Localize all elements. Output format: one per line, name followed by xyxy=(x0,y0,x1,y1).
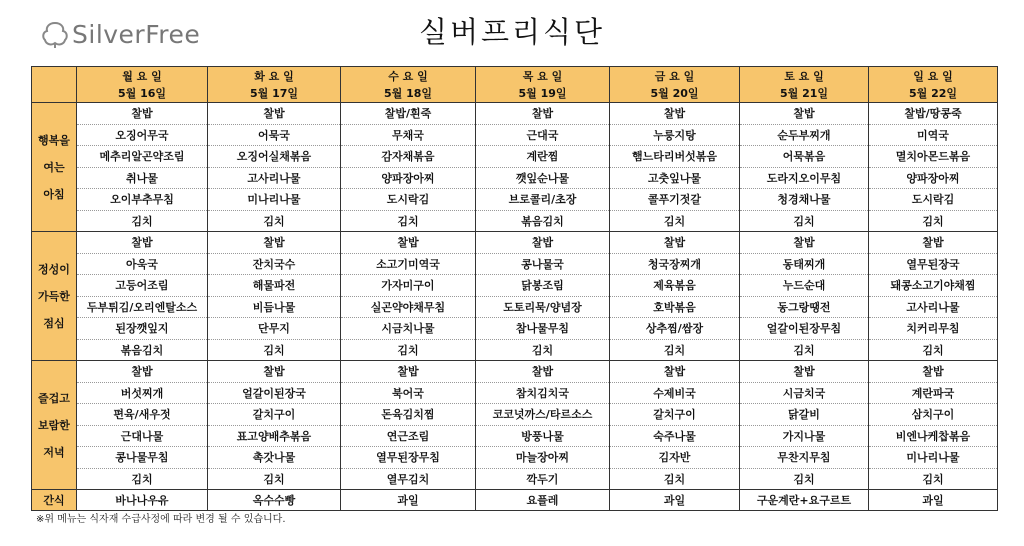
menu-item: 호박볶음 xyxy=(610,296,740,318)
menu-item: 방풍나물 xyxy=(476,425,610,447)
menu-item: 양파장아찌 xyxy=(341,167,476,189)
table-row xyxy=(32,253,998,275)
menu-item: 근대국 xyxy=(476,124,610,146)
menu-item: 찰밥 xyxy=(77,103,208,125)
menu-item: 무채국 xyxy=(341,124,476,146)
menu-item: 찰밥 xyxy=(208,232,341,254)
date-header: 5월 19일 xyxy=(476,84,610,103)
date-header: 5월 22일 xyxy=(869,84,998,103)
menu-item: 콜푸기젓갈 xyxy=(610,189,740,211)
menu-item: 미나리나물 xyxy=(869,447,998,469)
menu-item: 참치김치국 xyxy=(476,382,610,404)
menu-item: 김치 xyxy=(77,468,208,490)
menu-item: 김치 xyxy=(610,468,740,490)
meal-label-line: 여는 xyxy=(43,160,65,174)
day-header: 일 요 일 xyxy=(869,67,998,85)
menu-item: 도시락김 xyxy=(341,189,476,211)
menu-item: 찰밥 xyxy=(610,103,740,125)
menu-item: 김치 xyxy=(740,339,869,361)
snack-item: 바나나우유 xyxy=(77,490,208,511)
day-header: 수 요 일 xyxy=(341,67,476,85)
menu-item: 고춧잎나물 xyxy=(610,167,740,189)
menu-item: 수제비국 xyxy=(610,382,740,404)
menu-item: 북어국 xyxy=(341,382,476,404)
table-row xyxy=(32,167,998,189)
menu-item: 볶음김치 xyxy=(476,210,610,232)
menu-item: 근대나물 xyxy=(77,425,208,447)
menu-item: 열무된장국 xyxy=(869,253,998,275)
table-row xyxy=(32,318,998,340)
menu-item: 김치 xyxy=(208,468,341,490)
menu-item: 아욱국 xyxy=(77,253,208,275)
date-header: 5월 18일 xyxy=(341,84,476,103)
menu-item: 마늘장아찌 xyxy=(476,447,610,469)
menu-item: 찰밥 xyxy=(208,361,341,383)
table-row xyxy=(32,232,998,254)
table-row xyxy=(32,468,998,490)
menu-item: 동태찌개 xyxy=(740,253,869,275)
menu-item: 찰밥 xyxy=(77,361,208,383)
menu-item: 찰밥 xyxy=(77,232,208,254)
menu-item: 오이부추무침 xyxy=(77,189,208,211)
menu-item: 미나리나물 xyxy=(208,189,341,211)
menu-item: 찰밥 xyxy=(869,232,998,254)
snack-item: 과일 xyxy=(610,490,740,511)
snack-item: 과일 xyxy=(869,490,998,511)
menu-item: 편육/새우젓 xyxy=(77,404,208,426)
menu-item: 계란파국 xyxy=(869,382,998,404)
page-title: 실버프리식단 xyxy=(418,15,606,49)
menu-item: 김치 xyxy=(869,210,998,232)
menu-item: 누룽지탕 xyxy=(610,124,740,146)
menu-item: 촉갓나물 xyxy=(208,447,341,469)
table-row xyxy=(32,189,998,211)
menu-item: 깻잎순나물 xyxy=(476,167,610,189)
meal-label-line: 가득한 xyxy=(38,289,70,303)
meal-label-line: 저녁 xyxy=(43,445,65,459)
menu-item: 김치 xyxy=(77,210,208,232)
meal-label-line: 행복을 xyxy=(38,133,70,147)
menu-item: 표고양배추볶음 xyxy=(208,425,341,447)
menu-item: 삼치구이 xyxy=(869,404,998,426)
date-header: 5월 16일 xyxy=(77,84,208,103)
meal-label xyxy=(32,232,77,361)
snack-item: 과일 xyxy=(341,490,476,511)
menu-item: 깍두기 xyxy=(476,468,610,490)
menu-item: 오징어실채볶음 xyxy=(208,146,341,168)
menu-item: 숙주나물 xyxy=(610,425,740,447)
menu-item: 순두부찌개 xyxy=(740,124,869,146)
menu-item: 돈육김치찜 xyxy=(341,404,476,426)
menu-item: 청국장찌개 xyxy=(610,253,740,275)
menu-item: 도토리묵/양념장 xyxy=(476,296,610,318)
menu-item: 김치 xyxy=(740,210,869,232)
menu-item: 무찬지무침 xyxy=(740,447,869,469)
menu-item: 찰밥 xyxy=(740,103,869,125)
menu-item: 열무된장무침 xyxy=(341,447,476,469)
table-row xyxy=(32,382,998,404)
menu-item: 김치 xyxy=(869,339,998,361)
header-corner-cell xyxy=(32,67,77,103)
menu-item: 양파장아찌 xyxy=(869,167,998,189)
menu-item: 어묵볶음 xyxy=(740,146,869,168)
menu-item: 감자채볶음 xyxy=(341,146,476,168)
table-row xyxy=(32,124,998,146)
menu-item: 멸치아몬드볶음 xyxy=(869,146,998,168)
meal-label-line: 즐겁고 xyxy=(38,391,70,405)
menu-item: 갈치구이 xyxy=(610,404,740,426)
day-header: 토 요 일 xyxy=(740,67,869,85)
day-header: 월 요 일 xyxy=(77,67,208,85)
menu-item: 가지나물 xyxy=(740,425,869,447)
table-row xyxy=(32,447,998,469)
menu-item: 찰밥/땅콩죽 xyxy=(869,103,998,125)
menu-item: 가자미구이 xyxy=(341,275,476,297)
day-header: 목 요 일 xyxy=(476,67,610,85)
meal-label-line: 아침 xyxy=(43,187,65,201)
menu-item: 단무지 xyxy=(208,318,341,340)
menu-item: 갈치구이 xyxy=(208,404,341,426)
menu-item: 김치 xyxy=(341,339,476,361)
table-row xyxy=(32,275,998,297)
menu-item: 김치 xyxy=(341,210,476,232)
snack-row xyxy=(32,490,998,511)
menu-item: 열무김치 xyxy=(341,468,476,490)
menu-item: 김치 xyxy=(610,339,740,361)
menu-item: 돼콩소고기야채찜 xyxy=(869,275,998,297)
table-row xyxy=(32,425,998,447)
menu-item: 참나물무침 xyxy=(476,318,610,340)
snack-item: 요플레 xyxy=(476,490,610,511)
menu-item: 고사리나물 xyxy=(869,296,998,318)
table-row xyxy=(32,339,998,361)
menu-item: 상추찜/쌈장 xyxy=(610,318,740,340)
menu-item: 콩나물무침 xyxy=(77,447,208,469)
menu-item: 청경채나물 xyxy=(740,189,869,211)
menu-item: 찰밥 xyxy=(740,232,869,254)
menu-item: 김치 xyxy=(476,339,610,361)
table-row xyxy=(32,210,998,232)
menu-item: 김치 xyxy=(208,339,341,361)
menu-item: 계란찜 xyxy=(476,146,610,168)
day-header: 금 요 일 xyxy=(610,67,740,85)
table-row xyxy=(32,361,998,383)
menu-item: 얼갈이된장국 xyxy=(208,382,341,404)
menu-item: 찰밥/흰죽 xyxy=(341,103,476,125)
date-header: 5월 21일 xyxy=(740,84,869,103)
menu-item: 김치 xyxy=(208,210,341,232)
menu-item: 도시락김 xyxy=(869,189,998,211)
menu-item: 콩나물국 xyxy=(476,253,610,275)
menu-item: 햄느타리버섯볶음 xyxy=(610,146,740,168)
menu-item: 도라지오이무침 xyxy=(740,167,869,189)
menu-item: 고등어조림 xyxy=(77,275,208,297)
menu-item: 닭갈비 xyxy=(740,404,869,426)
menu-item: 메추리알곤약조림 xyxy=(77,146,208,168)
menu-item: 된장깻잎지 xyxy=(77,318,208,340)
menu-item: 연근조림 xyxy=(341,425,476,447)
table-row xyxy=(32,103,998,125)
menu-item: 동그랑땡전 xyxy=(740,296,869,318)
weekly-menu-table xyxy=(31,66,998,511)
menu-item: 비엔나케찹볶음 xyxy=(869,425,998,447)
meal-label-line: 점심 xyxy=(43,316,65,330)
menu-item: 김치 xyxy=(610,210,740,232)
logo-text: SilverFree xyxy=(72,19,201,49)
menu-item: 김자반 xyxy=(610,447,740,469)
meal-label xyxy=(32,361,77,490)
menu-item: 오징어무국 xyxy=(77,124,208,146)
menu-item: 제육볶음 xyxy=(610,275,740,297)
menu-item: 얼갈이된장무침 xyxy=(740,318,869,340)
menu-item: 취나물 xyxy=(77,167,208,189)
menu-item: 브로콜리/초장 xyxy=(476,189,610,211)
date-header: 5월 20일 xyxy=(610,84,740,103)
menu-item: 찰밥 xyxy=(610,232,740,254)
menu-item: 두부튀김/오리엔탈소스 xyxy=(77,296,208,318)
menu-item: 치커리무침 xyxy=(869,318,998,340)
day-header: 화 요 일 xyxy=(208,67,341,85)
menu-item: 누드순대 xyxy=(740,275,869,297)
menu-item: 소고기미역국 xyxy=(341,253,476,275)
menu-item: 미역국 xyxy=(869,124,998,146)
menu-item: 찰밥 xyxy=(476,361,610,383)
menu-item: 찰밥 xyxy=(610,361,740,383)
menu-item: 잔치국수 xyxy=(208,253,341,275)
menu-item: 버섯찌개 xyxy=(77,382,208,404)
meal-label-line: 정성이 xyxy=(38,262,70,276)
snack-label: 간식 xyxy=(32,490,77,511)
menu-item: 찰밥 xyxy=(341,361,476,383)
table-row xyxy=(32,296,998,318)
menu-item: 비듬나물 xyxy=(208,296,341,318)
menu-item: 찰밥 xyxy=(869,361,998,383)
date-header: 5월 17일 xyxy=(208,84,341,103)
table-row xyxy=(32,404,998,426)
menu-item: 어묵국 xyxy=(208,124,341,146)
meal-label-line: 보람한 xyxy=(38,418,70,432)
menu-item: 찰밥 xyxy=(208,103,341,125)
footnote: ※위 메뉴는 식자재 수급사정에 따라 변경 될 수 있습니다. xyxy=(36,514,286,525)
menu-item: 김치 xyxy=(740,468,869,490)
menu-item: 찰밥 xyxy=(476,232,610,254)
menu-item: 찰밥 xyxy=(341,232,476,254)
menu-item: 김치 xyxy=(869,468,998,490)
menu-item: 시금치나물 xyxy=(341,318,476,340)
menu-item: 해물파전 xyxy=(208,275,341,297)
meal-label xyxy=(32,103,77,232)
menu-item: 시금치국 xyxy=(740,382,869,404)
menu-item: 코코넛까스/타르소스 xyxy=(476,404,610,426)
menu-item: 찰밥 xyxy=(476,103,610,125)
snack-item: 옥수수빵 xyxy=(208,490,341,511)
menu-item: 고사리나물 xyxy=(208,167,341,189)
menu-item: 찰밥 xyxy=(740,361,869,383)
menu-item: 닭봉조림 xyxy=(476,275,610,297)
menu-item: 실곤약야채무침 xyxy=(341,296,476,318)
snack-item: 구운계란+요구르트 xyxy=(740,490,869,511)
menu-item: 볶음김치 xyxy=(77,339,208,361)
table-row xyxy=(32,146,998,168)
